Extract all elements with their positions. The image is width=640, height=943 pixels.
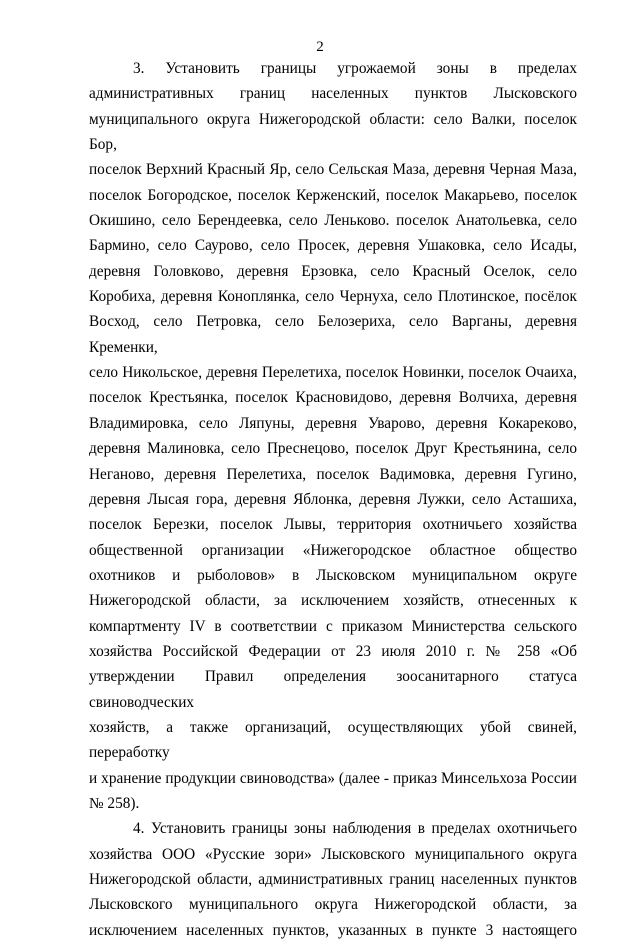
text-line: компартменту IV в соответствии с приказом Министерства сельского bbox=[89, 617, 577, 635]
text-line: поселок Верхний Красный Яр, село Сельская Маза, деревня Черная Маза, bbox=[89, 161, 577, 179]
paragraph-3 bbox=[89, 56, 577, 816]
text-line: и хранение продукции свиноводства» (далее - приказ Минсельхоза России bbox=[89, 769, 577, 787]
text-line: муниципального округа Нижегородской области: село Валки, поселок Бор, bbox=[89, 110, 577, 154]
text-line: хозяйств, а также организаций, осуществляющих убой свиней, переработку bbox=[89, 718, 577, 762]
text-line: Восход, село Петровка, село Белозериха, село Варганы, деревня Кременки, bbox=[89, 313, 577, 356]
text-line: Бармино, село Саурово, село Просек, деревня Ушаковка, село Исады, bbox=[89, 237, 577, 255]
text-line: деревня Малиновка, село Преснецово, поселок Друг Крестьянина, село bbox=[89, 440, 577, 458]
text-line: Владимировка, село Ляпуны, деревня Уварово, деревня Кокареково, bbox=[89, 414, 577, 432]
text-line: Нижегородской области, за исключением хозяйств, отнесенных к bbox=[89, 592, 577, 610]
text-line: административных границ населенных пунктов Лысковского bbox=[89, 85, 577, 103]
text-line: Коробиха, деревня Коноплянка, село Чернуха, село Плотинское, посёлок bbox=[89, 288, 577, 306]
text-line: утверждении Правил определения зоосанитарного статуса свиноводческих bbox=[89, 668, 577, 711]
text-line: село Никольское, деревня Перелетиха, поселок Новинки, поселок Очаиха, bbox=[89, 364, 577, 382]
text-line: исключением населенных пунктов, указанных в пункте 3 настоящего bbox=[89, 921, 577, 939]
text-line: хозяйства Российской Федерации от 23 июля 2010 г. № 258 «Об bbox=[89, 642, 577, 660]
paragraph-4 bbox=[89, 816, 577, 943]
page-number: 2 bbox=[316, 39, 324, 55]
text-line: 4. Установить границы зоны наблюдения в пределах охотничьего bbox=[133, 820, 577, 838]
text-line: охотников и рыболовов» в Лысковском муниципальном округе bbox=[89, 566, 577, 584]
text-line: Лысковского муниципального округа Нижегородской области, за bbox=[89, 896, 577, 914]
text-line: 3. Установить границы угрожаемой зоны в пределах bbox=[133, 60, 577, 77]
text-line: поселок Березки, поселок Лывы, территория охотничьего хозяйства bbox=[89, 516, 577, 534]
document-body bbox=[89, 56, 577, 943]
text-line: общественной организации «Нижегородское областное общество bbox=[89, 541, 577, 559]
text-line: деревня Головково, деревня Ерзовка, село Красный Оселок, село bbox=[89, 262, 577, 280]
text-line: хозяйства ООО «Русские зори» Лысковского муниципального округа bbox=[89, 845, 577, 863]
text-line: поселок Крестьянка, поселок Красновидово, деревня Волчиха, деревня bbox=[89, 389, 577, 407]
text-line: № 258). bbox=[89, 794, 140, 812]
text-line: поселок Богородское, поселок Керженский, поселок Макарьево, поселок bbox=[89, 186, 577, 204]
text-line: Нижегородской области, административных границ населенных пунктов bbox=[89, 871, 577, 888]
text-line: Окишино, село Берендеевка, село Леньково. поселок Анатольевка, село bbox=[89, 212, 577, 230]
text-line: Неганово, деревня Перелетиха, поселок Вадимовка, деревня Гугино, bbox=[89, 465, 577, 483]
text-line: деревня Лысая гора, деревня Яблонка, деревня Лужки, село Асташиха, bbox=[89, 490, 577, 508]
